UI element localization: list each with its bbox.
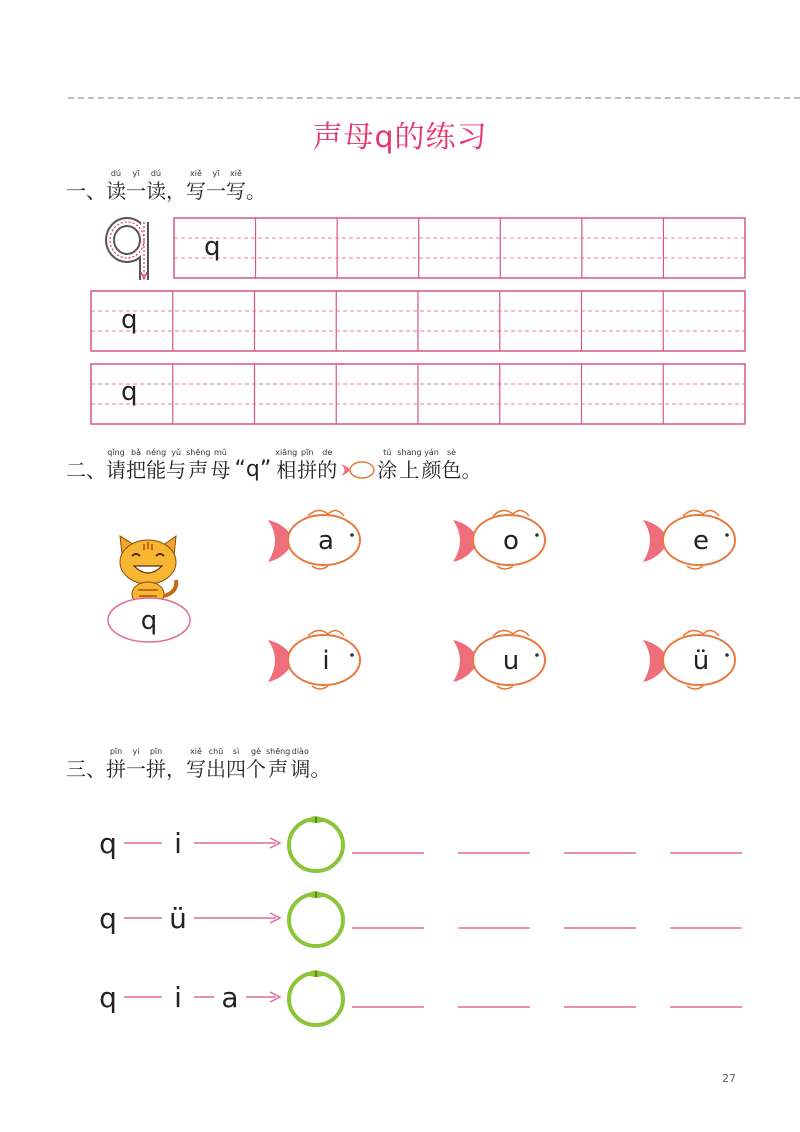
spell-row-2-letter: ü: [169, 902, 187, 935]
spell-row-3-letter: q: [99, 981, 117, 1014]
s1-pinyin: xiě: [190, 169, 202, 178]
s2a-hanzi: 请: [106, 458, 126, 482]
s1-hanzi: 一: [206, 179, 226, 203]
spell-row-3-letter: a: [221, 981, 239, 1014]
s2a-pinyin: bǎ: [131, 448, 141, 457]
s3b-hanzi: 出: [206, 757, 226, 781]
s3b-pinyin: sì: [232, 747, 240, 756]
apple-body: [289, 894, 343, 946]
fish-letter: ü: [692, 646, 710, 676]
s2a-pinyin: mǔ: [214, 448, 227, 457]
s2c-hanzi: 涂: [377, 458, 398, 482]
s2a-pinyin: qǐng: [107, 448, 125, 457]
spell-row-1-letter: q: [99, 827, 117, 860]
s3a-hanzi: 拼: [106, 757, 126, 781]
s1-hanzi: ，: [166, 179, 186, 203]
s2c-pinyin: yán: [424, 448, 439, 457]
s2b-pinyin: xiāng: [275, 448, 298, 457]
s2a-hanzi: 能: [146, 458, 167, 482]
s3a-hanzi: 一: [126, 757, 146, 781]
grid-row2-letter: q: [121, 305, 138, 335]
section3-number: 三、: [66, 757, 106, 781]
section2-quote-letter: “q”: [234, 457, 272, 482]
s1-hanzi: 写: [186, 179, 206, 203]
page-title: 声母q的练习: [312, 120, 488, 155]
s2a-hanzi: 把: [126, 458, 146, 482]
s3b-pinyin: xiě: [190, 747, 202, 756]
s3b-pinyin: chū: [208, 747, 224, 756]
s3b-hanzi: 四: [226, 757, 246, 781]
s2a-pinyin: néng: [146, 448, 167, 457]
s2c-hanzi: 。: [461, 458, 482, 482]
fish-letter: o: [503, 526, 519, 556]
s1-pinyin: yī: [132, 169, 140, 178]
s3a-pinyin: pīn: [149, 747, 163, 756]
s2a-pinyin: yǔ: [171, 448, 182, 457]
s2c-hanzi: 颜: [421, 458, 442, 482]
spell-row-3-letter: i: [174, 981, 182, 1014]
s2b-hanzi: 相: [276, 458, 297, 482]
s2c-pinyin: sè: [446, 448, 457, 457]
s2c-pinyin: tú: [383, 448, 392, 457]
s2a-hanzi: 与: [166, 458, 187, 482]
spell-row-1-letter: i: [174, 827, 182, 860]
s3b-hanzi: 。: [310, 757, 331, 781]
s1-pinyin: yī: [212, 169, 220, 178]
spell-row-2-letter: q: [99, 902, 117, 935]
s2b-hanzi: 的: [317, 458, 338, 482]
s2c-pinyin: shang: [397, 448, 422, 457]
s2b-pinyin: de: [322, 448, 333, 457]
s3b-hanzi: 个: [246, 757, 266, 781]
apple-body: [289, 819, 343, 871]
s1-hanzi: 。: [246, 179, 266, 203]
fish-letter: a: [318, 526, 334, 556]
s1-hanzi: 一: [126, 179, 146, 203]
grid-row3-letter: q: [121, 377, 138, 407]
s1-pinyin: xiě: [230, 169, 242, 178]
s2a-pinyin: shēng: [186, 448, 211, 457]
fish-letter: u: [502, 646, 520, 676]
s2b-pinyin: pīn: [301, 448, 314, 457]
grid-row1-letter: q: [204, 232, 221, 262]
page-number: 27: [722, 1072, 736, 1085]
s2a-hanzi: 母: [210, 458, 231, 482]
s3b-hanzi: 声: [268, 757, 289, 781]
s3a-pinyin: yi: [132, 747, 140, 756]
s1-hanzi: 读: [146, 179, 166, 203]
s1-pinyin: dú: [110, 169, 122, 178]
section2-number: 二、: [66, 458, 106, 482]
fish-letter: i: [322, 646, 330, 676]
s2b-hanzi: 拼: [297, 458, 318, 482]
s3b-pinyin: diào: [291, 747, 309, 756]
s3a-pinyin: pīn: [109, 747, 123, 756]
s2c-hanzi: 色: [441, 458, 462, 482]
apple-icon: [289, 970, 343, 1025]
s1-hanzi: 写: [226, 179, 246, 203]
s2a-hanzi: 声: [188, 458, 209, 482]
fish-letter: e: [693, 526, 709, 556]
apple-body: [289, 973, 343, 1025]
s3b-pinyin: shēng: [266, 747, 291, 756]
s2c-hanzi: 上: [399, 458, 420, 482]
s3a-hanzi: ，: [166, 757, 186, 781]
s3b-hanzi: 写: [186, 757, 206, 781]
s1-hanzi: 读: [106, 179, 126, 203]
cat-letter: q: [140, 606, 158, 636]
s3a-hanzi: 拼: [146, 757, 166, 781]
s3b-pinyin: gè: [251, 747, 261, 756]
s3b-hanzi: 调: [290, 757, 311, 781]
apple-icon: [289, 816, 343, 871]
apple-icon: [289, 891, 343, 946]
section1-number: 一、: [66, 179, 106, 203]
s1-pinyin: dú: [150, 169, 162, 178]
